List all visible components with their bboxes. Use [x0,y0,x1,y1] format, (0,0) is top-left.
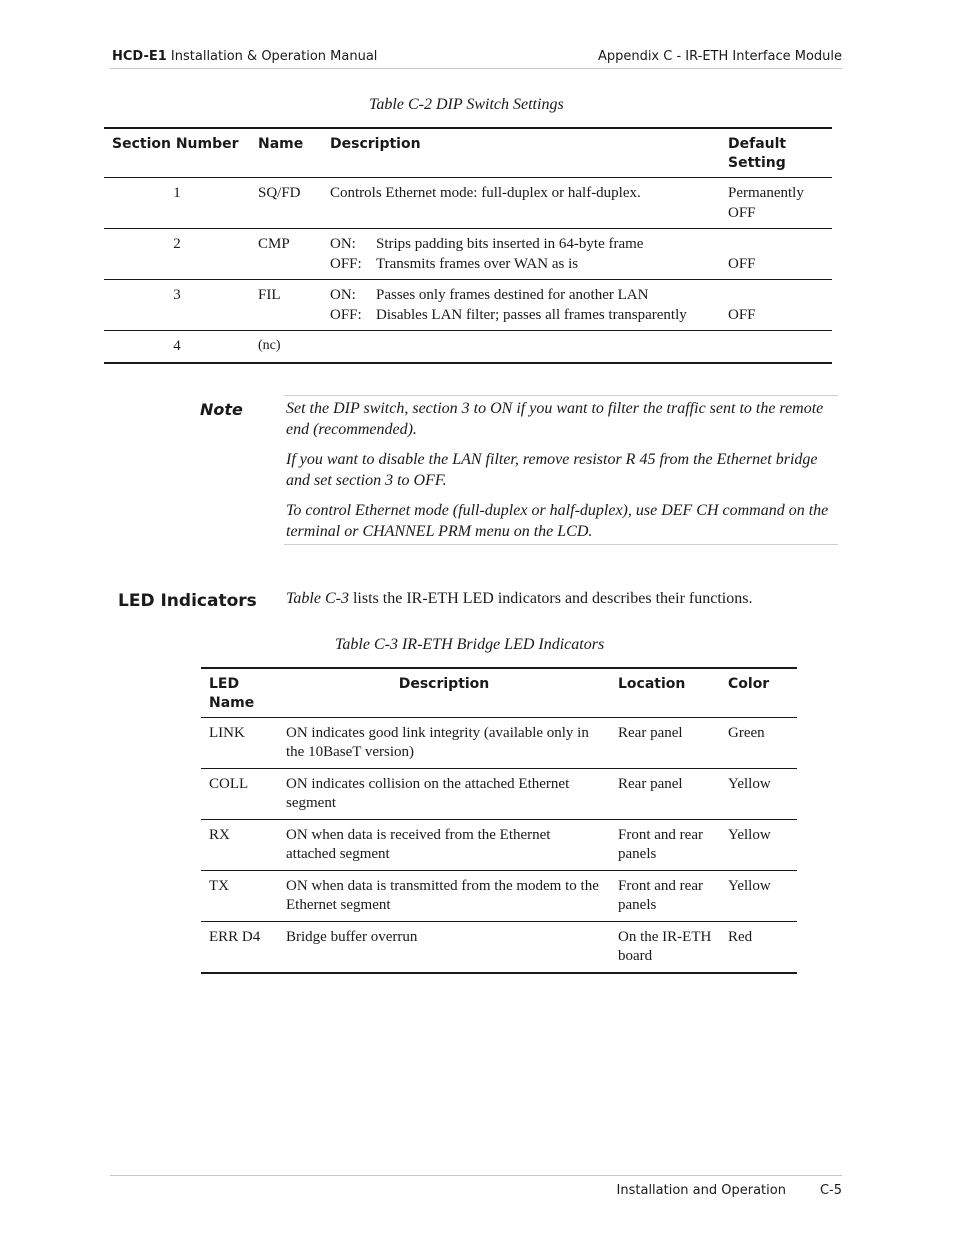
led-color: Yellow [720,769,797,820]
led-color: Yellow [720,820,797,871]
switch-description [322,331,720,363]
table-header-row [201,668,797,718]
table-reference: Table C-3 [286,590,349,607]
section-number: 2 [104,229,250,280]
page-footer [617,1183,842,1198]
led-description: ON when data is transmitted from the modem to the Ethernet segment [278,871,610,922]
footer-chapter: Installation and Operation [616,1183,786,1198]
led-name: TX [201,871,278,922]
switch-description [322,280,720,331]
product-name: HCD-E1 [112,49,167,64]
table-row [201,718,797,769]
default-setting: OFF [720,229,832,280]
led-location: Rear panel [610,718,720,769]
led-description: ON indicates collision on the attached Ethernet segment [278,769,610,820]
table-header-row [104,128,832,178]
column-header: LED Name [201,668,278,718]
column-header: Default Setting [720,128,832,178]
off-text: Transmits frames over WAN as is [376,256,579,272]
footer-divider [110,1175,842,1176]
on-text: Passes only frames destined for another LAN [376,287,649,303]
column-header: Location [610,668,720,718]
table-row [104,331,832,363]
column-header: Name [250,128,322,178]
table-row [104,178,832,229]
dip-switch-table [104,127,832,364]
switch-name: (nc) [258,338,281,353]
table-row [201,922,797,974]
led-name: RX [201,820,278,871]
section-number: 4 [173,338,181,354]
led-location: Front and rear panels [610,871,720,922]
default-setting: OFF [720,280,832,331]
switch-description: Controls Ethernet mode: full-duplex or half-duplex. [322,178,720,229]
manual-title [112,49,377,64]
led-description: ON indicates good link integrity (available only in the 10BaseT version) [278,718,610,769]
table-row [201,769,797,820]
table-row [104,280,832,331]
led-color: Green [720,718,797,769]
table-c2-caption: Table C-2 DIP Switch Settings [369,96,564,113]
column-header: Section Number [104,128,250,178]
table-row [201,871,797,922]
led-location: Rear panel [610,769,720,820]
switch-description [322,229,720,280]
led-description: Bridge buffer overrun [286,929,418,945]
led-name: COLL [201,769,278,820]
off-text: Disables LAN filter; passes all frames transparently [376,307,687,323]
manual-name: Installation & Operation Manual [170,49,378,64]
note-box [284,395,838,545]
on-key: ON: [330,236,356,252]
on-key: ON: [330,287,356,303]
note-label: Note [200,400,243,419]
on-text: Strips padding bits inserted in 64-byte frame [376,236,644,252]
led-description: ON when data is received from the Ethernet attached segment [278,820,610,871]
table-row [201,820,797,871]
default-setting [720,331,832,363]
led-location: On the IR-ETH board [618,929,712,964]
led-name: ERR D4 [209,929,261,945]
led-location: Front and rear panels [610,820,720,871]
section-number: 3 [104,280,250,331]
section-number: 1 [104,178,250,229]
column-header: Color [720,668,797,718]
table-row [104,229,832,280]
led-name: LINK [201,718,278,769]
column-header: Description [322,128,720,178]
note-paragraph: To control Ethernet mode (full-duplex or half-duplex), use DEF CH command on the terminal or CHANNEL PRM menu on the LCD. [286,502,829,540]
table-c3-caption: Table C-3 IR-ETH Bridge LED Indicators [335,636,605,653]
led-indicators-table [201,667,797,974]
switch-name: FIL [250,280,322,331]
note-paragraph: If you want to disable the LAN filter, remove resistor R 45 from the Ethernet bridge and set section 3 to OFF. [286,451,818,489]
appendix-title: Appendix C - IR-ETH Interface Module [597,49,842,64]
section-heading: LED Indicators [118,591,257,611]
page-header [110,48,842,69]
section-intro [286,590,752,608]
note-paragraph: Set the DIP switch, section 3 to ON if you want to filter the traffic sent to the remote end (recommended). [286,400,824,438]
page-number: C-5 [819,1183,842,1198]
led-color: Yellow [720,871,797,922]
switch-name: CMP [250,229,322,280]
intro-text: lists the IR-ETH LED indicators and describes their functions. [348,590,753,607]
off-key: OFF: [330,256,362,272]
off-key: OFF: [330,307,362,323]
column-header: Description [278,668,610,718]
default-setting: Permanently OFF [720,178,832,229]
switch-name: SQ/FD [250,178,322,229]
led-color: Red [728,929,753,945]
